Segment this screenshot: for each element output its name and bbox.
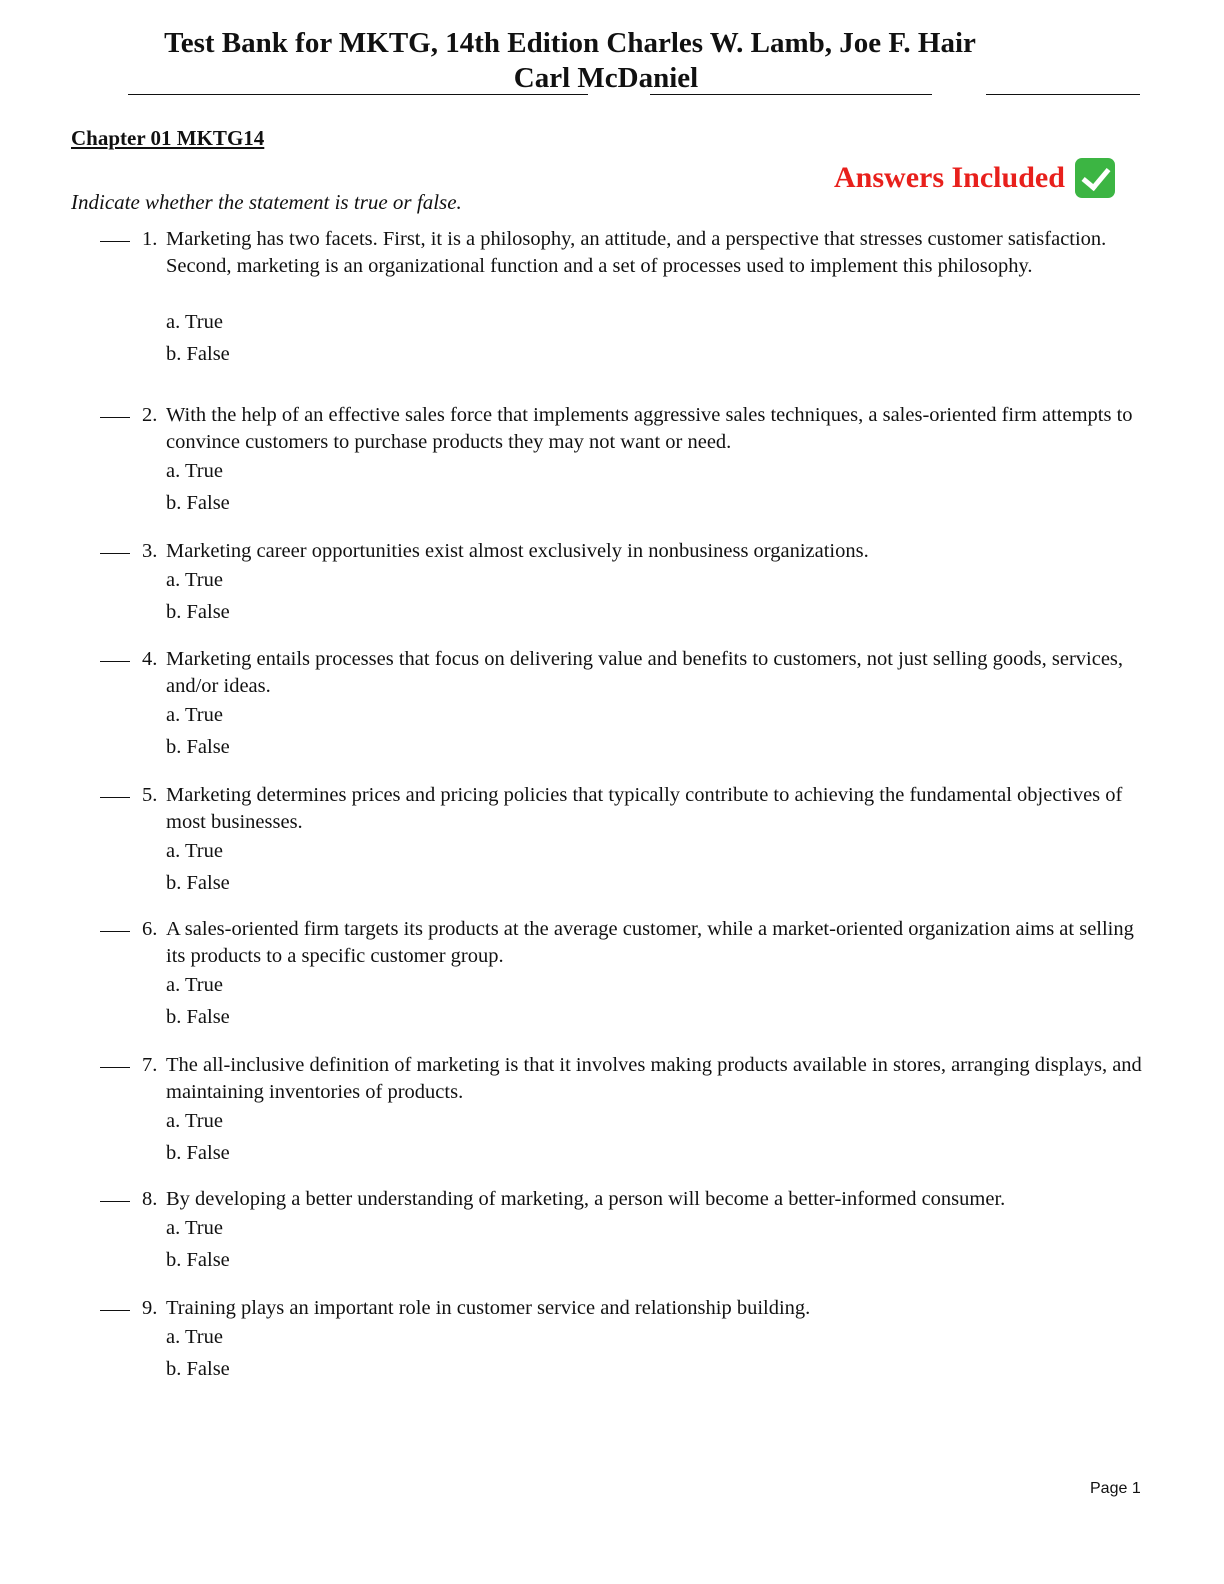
question-number: 4. xyxy=(142,648,158,670)
option-false: b. False xyxy=(166,1006,230,1028)
title-underline-1 xyxy=(128,94,588,95)
option-true: a. True xyxy=(166,1326,223,1348)
question-number: 3. xyxy=(142,540,158,562)
question-text: Marketing career opportunities exist almost exclusively in nonbusiness organizations. xyxy=(166,540,869,562)
question-number: 6. xyxy=(142,918,158,940)
question-text: Marketing entails processes that focus on delivering value and benefits to customers, not just selling goods, services, and/or ideas. xyxy=(166,648,1124,697)
title-underline-2 xyxy=(650,94,932,95)
title-underline-3 xyxy=(986,94,1140,95)
question-text: A sales-oriented firm targets its products at the average customer, while a market-oriented organization aims at selling its products to a specific customer group. xyxy=(166,918,1134,967)
option-true: a. True xyxy=(166,1217,223,1239)
answer-blank[interactable] xyxy=(100,797,130,798)
document-title-line-2: Carl McDaniel xyxy=(513,62,699,94)
answer-blank[interactable] xyxy=(100,661,130,662)
option-false: b. False xyxy=(166,872,230,894)
question-number: 8. xyxy=(142,1188,158,1210)
answer-blank[interactable] xyxy=(100,1310,130,1311)
option-true: a. True xyxy=(166,311,223,333)
question-text: The all-inclusive definition of marketing is that it involves making products available in stores, arranging displays, and maintaining inventories of products. xyxy=(166,1054,1142,1103)
option-false: b. False xyxy=(166,1142,230,1164)
option-true: a. True xyxy=(166,1110,223,1132)
option-false: b. False xyxy=(166,736,230,758)
page-number: Page 1 xyxy=(1090,1480,1141,1497)
answers-included-badge xyxy=(834,158,1115,198)
option-false: b. False xyxy=(166,492,230,514)
answer-blank[interactable] xyxy=(100,553,130,554)
answer-blank[interactable] xyxy=(100,417,130,418)
document-title-line-1: Test Bank for MKTG, 14th Edition Charles W. Lamb, Joe F. Hair xyxy=(164,27,976,59)
question-number: 5. xyxy=(142,784,158,806)
question-text: By developing a better understanding of marketing, a person will become a better-informed consumer. xyxy=(166,1188,1006,1210)
answer-blank[interactable] xyxy=(100,241,130,242)
answers-included-label: Answers Included xyxy=(834,161,1065,194)
answer-blank[interactable] xyxy=(100,931,130,932)
option-false: b. False xyxy=(166,601,230,623)
question-text: Marketing has two facets. First, it is a philosophy, an attitude, and a perspective that stresses customer satisfaction. Second, marketing is an organizational function and a set of processes used to implement this philosophy. xyxy=(166,228,1107,277)
question-text: Marketing determines prices and pricing policies that typically contribute to achieving the fundamental objectives of most businesses. xyxy=(166,784,1123,833)
question-text: Training plays an important role in customer service and relationship building. xyxy=(166,1297,811,1319)
question-number: 9. xyxy=(142,1297,158,1319)
answer-blank[interactable] xyxy=(100,1067,130,1068)
question-number: 1. xyxy=(142,228,158,250)
check-mark-button-icon xyxy=(1075,158,1115,198)
option-true: a. True xyxy=(166,704,223,726)
option-false: b. False xyxy=(166,343,230,365)
answer-blank[interactable] xyxy=(100,1201,130,1202)
option-false: b. False xyxy=(166,1249,230,1271)
question-text: With the help of an effective sales force that implements aggressive sales techniques, a sales-oriented firm attempts to convince customers to purchase products they may not want or need. xyxy=(166,404,1133,453)
question-number: 7. xyxy=(142,1054,158,1076)
option-false: b. False xyxy=(166,1358,230,1380)
option-true: a. True xyxy=(166,569,223,591)
option-true: a. True xyxy=(166,460,223,482)
option-true: a. True xyxy=(166,840,223,862)
question-number: 2. xyxy=(142,404,158,426)
chapter-heading: Chapter 01 MKTG14 xyxy=(71,126,265,150)
instructions-text: Indicate whether the statement is true or false. xyxy=(71,190,462,214)
option-true: a. True xyxy=(166,974,223,996)
